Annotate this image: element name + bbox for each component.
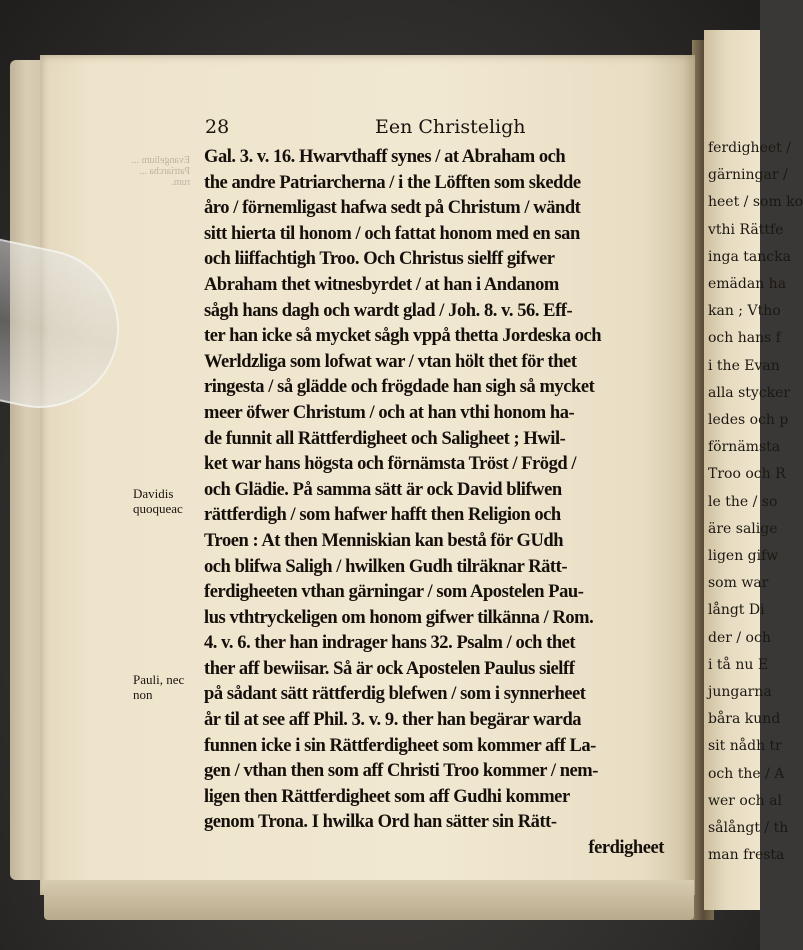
bleed-through-note: Evangelium ... Patriarcha ... rum. bbox=[131, 155, 190, 188]
text-line: ther aff bewiisar. Så är ock Apostelen Paulus sielff bbox=[204, 658, 575, 679]
page-number: 28 bbox=[205, 116, 230, 138]
facing-page-line: i tå nu E bbox=[708, 656, 769, 673]
text-line: Werldzliga som lofwat war / vtan hölt thet för thet bbox=[204, 351, 577, 372]
facing-page-line: och hans f bbox=[708, 330, 781, 347]
text-line: sågh hans dagh och wardt glad / Joh. 8. v. 56. Eff- bbox=[204, 300, 573, 321]
text-line: Abraham thet witnesbyrdet / at han i Andanom bbox=[204, 274, 559, 295]
text-line: de funnit all Rättferdigheet och Saligheet ; Hwil- bbox=[204, 428, 566, 449]
facing-page-line: Troo och R bbox=[708, 466, 786, 483]
text-line: ket war hans högsta och förnämsta Tröst / Frögd / bbox=[204, 454, 577, 475]
margin-note-davidis: Davidis quoqueac bbox=[133, 486, 183, 516]
running-title: Een Christeligh bbox=[375, 116, 526, 138]
facing-page-line: sit nådh tr bbox=[708, 738, 782, 755]
facing-page-line: vthi Rättfe bbox=[708, 221, 784, 238]
facing-page-line: heet / som ko bbox=[708, 194, 803, 211]
facing-page-line: långt Di bbox=[708, 602, 765, 619]
facing-page-line: man fresta bbox=[708, 847, 785, 864]
facing-page-line: jungarna bbox=[708, 684, 772, 700]
facing-page-line: wer och al bbox=[708, 792, 782, 809]
text-line: och liiffachtigh Troo. Och Christus sielff gifwer bbox=[204, 249, 555, 270]
text-line: ringesta / så glädde och frögdade han sigh så mycket bbox=[204, 377, 595, 398]
text-line: funnen icke i sin Rättferdigheet som kommer aff La- bbox=[204, 735, 596, 756]
text-line: gen / vthan then som aff Christi Troo kommer / nem- bbox=[204, 761, 598, 782]
facing-page-line: ledes och p bbox=[708, 412, 789, 428]
text-line: ferdigheet bbox=[588, 838, 664, 859]
text-line: ferdigheeten vthan gärningar / som Apostelen Pau- bbox=[204, 582, 584, 603]
body-text bbox=[204, 145, 664, 862]
facing-page-line: förnämsta bbox=[708, 439, 781, 456]
page-bottom-edge bbox=[44, 880, 694, 920]
text-line: meer öfwer Christum / och at han vthi honom ha- bbox=[204, 402, 575, 423]
text-line: åro / förnemligast hafwa sedt på Christum / wändt bbox=[204, 198, 581, 219]
text-line: sitt hierta til honom / och fattat honom med en san bbox=[204, 223, 580, 244]
facing-page-line: sålångt / th bbox=[708, 820, 789, 836]
facing-page-line: kan ; Vtho bbox=[708, 303, 781, 320]
text-line: år til at see aff Phil. 3. v. 9. ther han begärar warda bbox=[204, 710, 582, 731]
text-line: och Glädie. På samma sätt är ock David blifwen bbox=[204, 479, 562, 500]
text-line: genom Trona. I hwilka Ord han sätter sin Rätt- bbox=[204, 812, 557, 833]
facing-page-line: i the Evan bbox=[708, 357, 780, 374]
text-line: ligen then Rättferdigheet som aff Gudhi kommer bbox=[204, 786, 570, 807]
facing-page-line: ferdigheet / bbox=[708, 140, 791, 156]
facing-page-line: gärningar / bbox=[708, 167, 788, 184]
text-line: Troen : At then Menniskian kan bestå för GUdh bbox=[204, 530, 564, 551]
facing-page-line: båra kund bbox=[708, 711, 781, 728]
facing-page-line: der / och bbox=[708, 629, 771, 646]
text-line: lus vthtryckeligen om honom gifwer tilkänna / Rom. bbox=[204, 607, 594, 628]
facing-page-line: äre salige bbox=[708, 520, 778, 537]
text-line: och blifwa Saligh / hwilken Gudh tilräknar Rätt- bbox=[204, 556, 568, 577]
facing-page-fragment bbox=[704, 30, 803, 910]
text-line: på sådant sätt rättferdig blefwen / som i synnerheet bbox=[204, 684, 586, 705]
facing-page-line: som war bbox=[708, 575, 769, 592]
margin-note-pauli: Pauli, nec non bbox=[133, 672, 185, 702]
text-line: 4. v. 6. ther han indrager hans 32. Psalm / och thet bbox=[204, 633, 576, 654]
facing-page-line: emädan ha bbox=[708, 276, 787, 292]
text-line: the andre Patriarcherna / i the Löfften som skedde bbox=[204, 172, 581, 193]
facing-page-line: ligen gifw bbox=[708, 548, 779, 564]
facing-page-line: alla stycker bbox=[708, 384, 791, 401]
text-line: rättferdigh / som hafwer hafft then Religion och bbox=[204, 505, 561, 526]
facing-page-line: och the / A bbox=[708, 765, 785, 782]
facing-page-line: inga tancka bbox=[708, 248, 791, 265]
facing-page-line: le the / so bbox=[708, 493, 778, 510]
text-line: ter han icke så mycket sågh vppå thetta Jordeska och bbox=[204, 326, 602, 347]
text-line: Gal. 3. v. 16. Hwarvthaff synes / at Abraham och bbox=[204, 147, 566, 167]
